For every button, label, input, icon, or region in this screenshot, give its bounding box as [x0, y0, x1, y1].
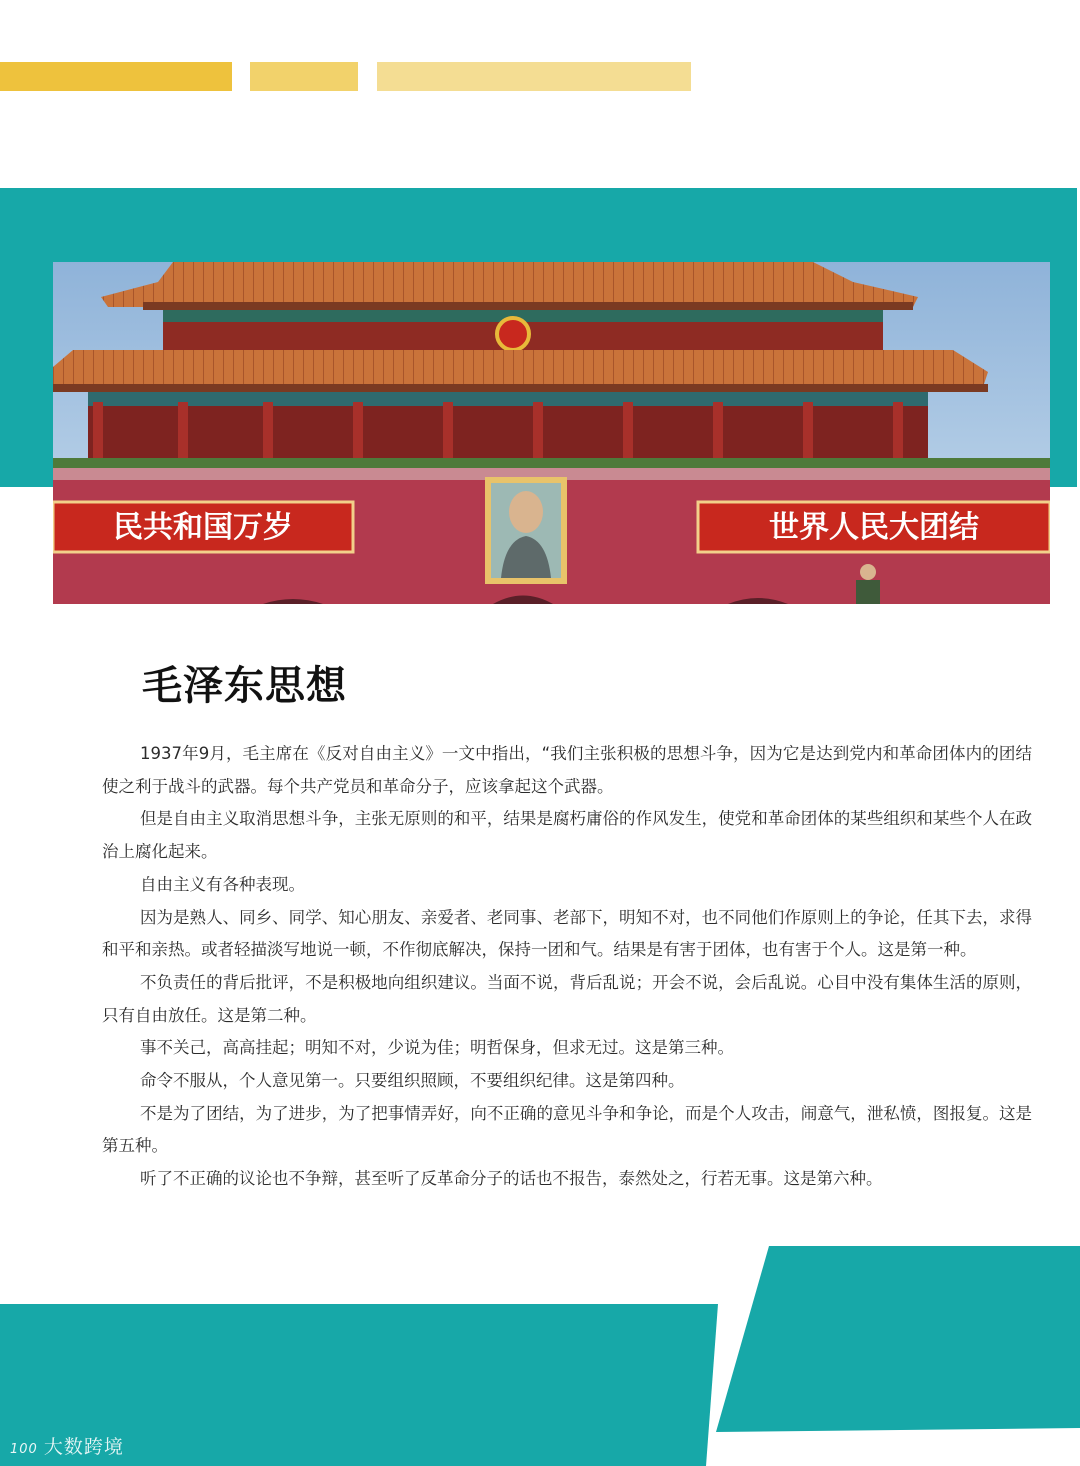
paragraph: 但是自由主义取消思想斗争，主张无原则的和平，结果是腐朽庸俗的作风发生，使党和革命团体的某些组织和某些个人在政治上腐化起来。 [102, 809, 1032, 862]
article-body [102, 738, 1032, 1196]
paragraph: 不负责任的背后批评，不是积极地向组织建议。当面不说，背后乱说；开会不说，会后乱说。心目中没有集体生活的原则，只有自由放任。这是第二种。 [102, 972, 1032, 1025]
decor-bar-yellow-3 [377, 62, 691, 91]
tiananmen-photo [53, 262, 1050, 604]
page-title: 毛泽东思想 [142, 662, 347, 709]
paragraph: 不是为了团结，为了进步，为了把事情弄好，向不正确的意见斗争和争论，而是个人攻击，闹意气，泄私愤，图报复。这是第五种。 [102, 1103, 1032, 1156]
paragraph: 因为是熟人、同乡、同学、知心朋友、亲爱者、老同事、老部下，明知不对，也不同他们作原则上的争论，任其下去，求得和平和亲热。或者轻描淡写地说一顿，不作彻底解决，保持一团和气。结果是有害于团体，也有害于个人。这是第一种。 [102, 907, 1032, 960]
watermark-logo: 100 [10, 1442, 38, 1457]
watermark [10, 1432, 124, 1459]
banner-right-text: 世界人民大团结 [769, 510, 979, 545]
banner-left-text: 民共和国万岁 [113, 510, 293, 545]
bottom-teal-shapes [0, 1246, 1080, 1466]
decor-bar-yellow-2 [250, 62, 358, 91]
paragraph: 命令不服从，个人意见第一。只要组织照顾，不要组织纪律。这是第四种。 [140, 1071, 685, 1091]
paragraph: 听了不正确的议论也不争辩，甚至听了反革命分子的话也不报告，泰然处之，行若无事。这是第六种。 [140, 1169, 883, 1189]
paragraph: 1937年9月，毛主席在《反对自由主义》一文中指出，“我们主张积极的思想斗争，因为它是达到党内和革命团体内的团结使之利于战斗的武器。每个共产党员和革命分子，应该拿起这个武器。 [102, 744, 1032, 796]
decor-bar-yellow-1 [0, 62, 232, 91]
watermark-text: 大数跨境 [43, 1436, 124, 1458]
paragraph: 事不关己，高高挂起；明知不对，少说为佳；明哲保身，但求无过。这是第三种。 [140, 1038, 734, 1058]
paragraph: 自由主义有各种表现。 [140, 874, 305, 894]
